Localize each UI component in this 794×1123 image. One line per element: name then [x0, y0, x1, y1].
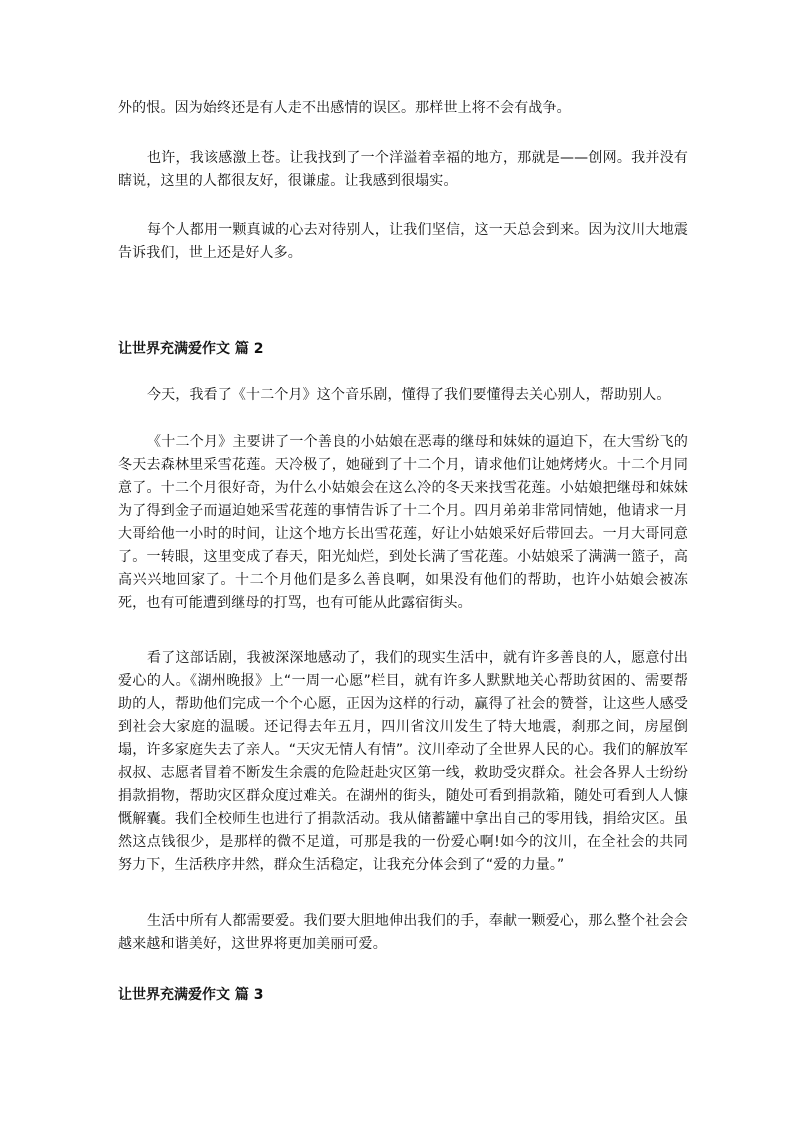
paragraph: 生活中所有人都需要爱。我们要大胆地伸出我们的手，奉献一颗爱心，那么整个社会会越来越和谐美好，这世界将更加美丽可爱。 — [118, 913, 688, 952]
paragraph: 外的恨。因为始终还是有人走不出感情的误区。那样世上将不会有战争。 — [118, 100, 571, 116]
paragraph: 今天，我看了《十二个月》这个音乐剧，懂得了我们要懂得去关心别人，帮助别人。 — [147, 387, 671, 403]
paragraph: 看了这部话剧，我被深深地感动了，我们的现实生活中，就有许多善良的人，愿意付出爱心的人。《湖州晚报》上“一周一心愿”栏目，就有许多人默默地关心帮助贫困的、需要帮助的人，帮助他们完成一个个心愿，正因为这样的行动，赢得了社会的赞誉，让这些人感受到社会大家庭的温暖。还记得去年五月，四川省汶川发生了特大地震，刹那之间，房屋倒塌，许多家庭失去了亲人。“天灾无情人有情”。汶川牵动了全世界人民的心。我们的解放军叔叔、志愿者冒着不断发生余震的危险赶赴灾区第一线，救助受灾群众。社会各界人士纷纷捐款捐物，帮助灾区群众度过难关。在湖州的街头，随处可看到捐款箱，随处可看到人人慷慨解囊。我们全校师生也进行了捐款活动。我从储蓄罐中拿出自己的零用钱，捐给灾区。虽然这点钱很少，是那样的微不足道，可那是我的一份爱心啊!如今的汶川，在全社会的共同努力下，生活秩序井然，群众生活稳定，让我充分体会到了“爱的力量。” — [118, 650, 688, 873]
section-heading: 让世界充满爱作文 篇 2 — [118, 341, 264, 357]
paragraph: 也许，我该感激上苍。让我找到了一个洋溢着幸福的地方，那就是——创网。我并没有瞎说，这里的人都很友好，很谦虚。让我感到很塌实。 — [118, 150, 688, 189]
paragraph: 每个人都用一颗真诚的心去对待别人，让我们坚信，这一天总会到来。因为汶川大地震告诉我们，世上还是好人多。 — [118, 222, 688, 261]
section-heading: 让世界充满爱作文 篇 3 — [118, 987, 264, 1003]
paragraph: 《十二个月》主要讲了一个善良的小姑娘在恶毒的继母和妹妹的逼迫下，在大雪纷飞的冬天去森林里采雪花莲。天冷极了，她碰到了十二个月，请求他们让她烤烤火。十二个月同意了。十二个月很好奇，为什么小姑娘会在这么冷的冬天来找雪花莲。小姑娘把继母和妹妹为了得到金子而逼迫她采雪花莲的事情告诉了十二个月。四月弟弟非常同情她，他请求一月大哥给他一小时的时间，让这个地方长出雪花莲，好让小姑娘采好后带回去。一月大哥同意了。一转眼，这里变成了春天，阳光灿烂，到处长满了雪花莲。小姑娘采了满满一篮子，高高兴兴地回家了。十二个月他们是多么善良啊，如果没有他们的帮助，也许小姑娘会被冻死，也有可能遭到继母的打骂，也有可能从此露宿街头。 — [118, 434, 688, 611]
